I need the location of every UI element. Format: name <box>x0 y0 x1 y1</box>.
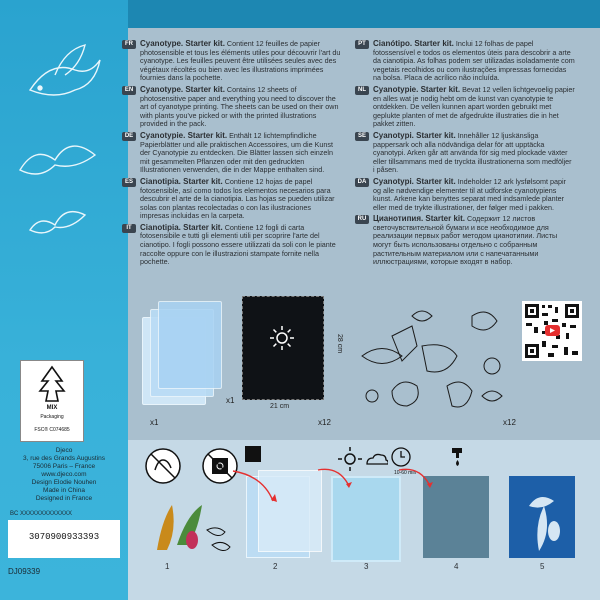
height-label: 28 cm <box>336 333 344 354</box>
address-designed: Designed in France <box>35 495 93 502</box>
illustrations-stickers <box>352 296 517 426</box>
block-text: Bevat 12 vellen lichtgevoelig papier en alles wat je nodig hebt om de kunst van cyanotypie te ontdekken. De vellen kunnen apart worden gebruikt met geplukte planten of met de afgedrukte illustraties die in het pakket zitten. <box>373 84 575 129</box>
fsc-code: FSC® C074685 <box>34 427 70 433</box>
hand-no-touch-icon <box>143 446 183 486</box>
block-heading: Cianotipia. Starter kit. <box>140 222 223 232</box>
address-made: Made in China <box>43 487 85 494</box>
qr-code[interactable] <box>522 301 582 361</box>
lang-code-en: EN <box>122 86 136 95</box>
step2-pack-icon <box>243 444 263 464</box>
lang-code-es: ES <box>122 178 136 187</box>
stickers-count: x12 <box>503 418 516 427</box>
lang-code-se: SE <box>355 132 369 141</box>
cloud-sun-icon <box>362 448 388 470</box>
address-designer: Design Elodie Nouhen <box>31 479 97 486</box>
block-se <box>355 132 575 175</box>
barcode <box>8 520 120 558</box>
arrow-icon <box>397 466 437 496</box>
block-ru <box>355 215 575 267</box>
step-number-3: 3 <box>364 562 369 571</box>
left-blue-strip <box>0 0 128 600</box>
step5-plant-silhouette <box>509 476 575 558</box>
block-nl <box>355 86 575 129</box>
address-brand: Djeco <box>55 447 73 454</box>
address-web[interactable]: www.djeco.com <box>41 471 87 478</box>
block-heading: Cyanotypie. Starter kit. <box>373 84 461 94</box>
fsc-mix: MIX <box>46 405 58 411</box>
block-da <box>355 178 575 212</box>
step-number-2: 2 <box>273 562 278 571</box>
block-en <box>122 86 342 129</box>
block-text: Contains 12 sheets of photosensitive paper and everything you need to discover the art of cyanotype printing. The sheets can be used on their own with plants you've picked or with the printed illustrations provided in the pack. <box>140 84 339 129</box>
time-label: 10-60 min <box>394 470 417 476</box>
block-text: Indeholder 12 ark lysfølsomt papir og alle nødvendige elementer til at udforske cyanotypiens kunst. Arkene kan benyttes separat med indsamlede planter eller med de trykte illustrationer, der følger med i pakken. <box>373 176 566 212</box>
width-label: 21 cm <box>270 403 290 410</box>
paper-sheets-stack <box>142 295 222 405</box>
block-heading: Цианотипия. Starter kit. <box>373 214 465 224</box>
block-heading: Cianotipia. Starter kit. <box>140 176 223 186</box>
block-it <box>122 224 342 267</box>
block-text: Enthält 12 lichtempfindliche Papierblätter und alle praktischen Accessoires, um die Kunst der Cyanotypie zu entdecken. Die Blätter lassen sich einzeln mit gesammelten Pflanzen oder mit den gedruckten Illustrationen verwenden, die in der Mappe enthalten sind. <box>140 130 333 175</box>
water-tap-icon <box>448 446 468 468</box>
step-number-1: 1 <box>165 562 170 571</box>
arrow-icon <box>316 466 356 496</box>
block-heading: Cyanotypi. Starter kit. <box>373 176 456 186</box>
step1-plants <box>147 490 237 560</box>
block-heading: Cyanotypie. Starter kit. <box>140 130 228 140</box>
fsc-tree-icon <box>21 361 83 405</box>
block-heading: Cianótipo. Starter kit. <box>373 39 454 48</box>
block-heading: Cyanotype. Starter kit. <box>140 84 225 94</box>
address-street: 3, rue des Grands Augustins <box>22 455 106 462</box>
fsc-label <box>20 360 84 442</box>
card-count: x1 <box>226 396 235 405</box>
bc-text: BC XXXXXXXXXXXXX <box>10 511 73 517</box>
lang-code-de: DE <box>122 132 136 141</box>
fsc-packaging: Packaging <box>40 414 64 420</box>
text-column-right <box>355 40 575 270</box>
block-text: Contiene 12 fogli di carta fotosensibile e tutti gli elementi utili per scoprire l'arte del cianotipo. I fogli possono essere utilizzati da soli con le piante raccolte oppure con le illustrazioni stampate fornite nella pochette. <box>140 222 336 267</box>
lang-code-da: DA <box>355 178 369 187</box>
text-column-left <box>122 40 342 270</box>
block-heading: Cyanotypi. Starter kit. <box>373 130 456 140</box>
block-heading: Cyanotype. Starter kit. <box>140 39 225 48</box>
block-text: Contiene 12 hojas de papel fotosensible, así como todos los elementos necesarios para descubrir el arte de la cianotipia. Las hojas se pueden utilizar solas con plantas recolectadas o con las ilustraciones impresas incluidas en la carpeta. <box>140 176 335 221</box>
stack-count: x1 <box>150 418 159 427</box>
block-text: Inclui 12 folhas de papel fotossensível e todos os elementos úteis para descobrir a arte da cianotipia. As folhas podem ser utilizadas isoladamente com vegetais recolhidos ou com ilustrações impressas fornecidas na bolsa. Placa de acrílico não incluída. <box>373 39 575 83</box>
clock-icon <box>390 446 412 468</box>
block-pt <box>355 40 575 83</box>
lang-code-nl: NL <box>355 86 369 95</box>
block-es <box>122 178 342 221</box>
block-text: Contient 12 feuilles de papier photosensible et tous les éléments utiles pour découvrir l'art du cyanotype. Les feuilles peuvent être utilisées seules avec des végétaux récoltés ou bien avec les illustrations imprimées fournies dans la pochette. <box>140 39 341 83</box>
lang-code-fr: FR <box>122 40 136 49</box>
lang-code-ru: RU <box>355 215 369 224</box>
step-number-4: 4 <box>454 562 459 571</box>
barcode-number: 3070900933393 <box>28 532 100 542</box>
lang-code-it: IT <box>122 224 136 233</box>
sun-icon <box>269 325 295 351</box>
arrow-icon <box>228 466 288 506</box>
product-ref: DJ09339 <box>8 567 41 576</box>
block-de <box>122 132 342 175</box>
lang-code-pt: PT <box>355 40 369 49</box>
block-text: Innehåller 12 ljuskänsliga pappersark och alla nödvändiga delar för att upptäcka cyanotypi. Arken går att använda för sig med plockade växter eller tillsammans med de tryckta illustrationerna som medföljer i påsen. <box>373 130 572 175</box>
paper-count: x12 <box>318 418 331 427</box>
block-fr <box>122 40 342 83</box>
bird-illustration-icon <box>0 30 128 290</box>
address-city: 75006 Paris – France <box>32 463 96 470</box>
block-text: Содержит 12 листов светочувствительной бумаги и все необходимое для реализации первых работ методом цианотипии. Листы могут быть использованы отдельно с собранным растительным материалом или с напечатанными иллюстрациями, которые входят в набор. <box>373 214 558 267</box>
step-number-5: 5 <box>540 562 545 571</box>
